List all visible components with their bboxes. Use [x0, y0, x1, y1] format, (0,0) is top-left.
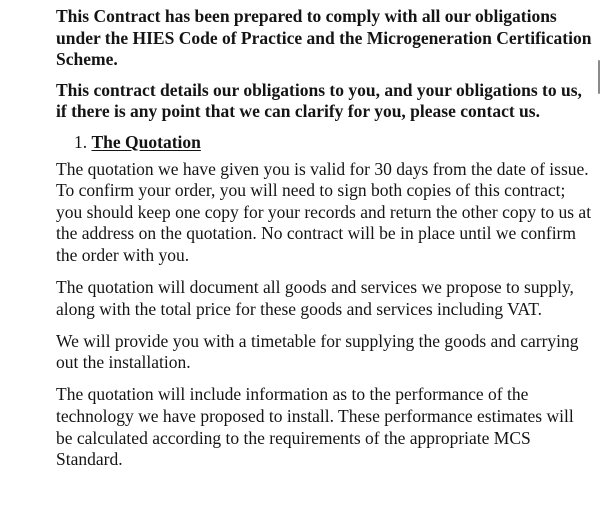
section-title: The Quotation [91, 131, 201, 152]
section-heading-quotation [56, 132, 592, 153]
contract-document [56, 6, 592, 481]
paragraph-performance: The quotation will include information as to the performance of the technology we have proposed to install. These performance estimates will be calculated according to the requirements of the appropriate MCS Standard. [56, 384, 574, 470]
intro-obligations-statement: This contract details our obligations to you, and your obligations to us, if there is any point that we can clarify for you, please contact us. [56, 79, 582, 121]
paragraph-goods-and-services: The quotation will document all goods and services we propose to supply, along with the total price for these goods and services including VAT. [56, 276, 574, 319]
paragraph-timetable: We will provide you with a timetable for supplying the goods and carrying out the installation. [56, 330, 579, 373]
paragraph-validity: The quotation we have given you is valid for 30 days from the date of issue. To confirm your order, you will need to sign both copies of this contract; you should keep one copy for your records and return the other copy to us at the address on the quotation. No contract will be in place until we confirm the order with you. [56, 158, 592, 265]
intro-compliance-statement: This Contract has been prepared to comply with all our obligations under the HIES Code of Practice and the Microgeneration Certification Scheme. [56, 6, 592, 69]
section-number: 1. [74, 131, 88, 152]
